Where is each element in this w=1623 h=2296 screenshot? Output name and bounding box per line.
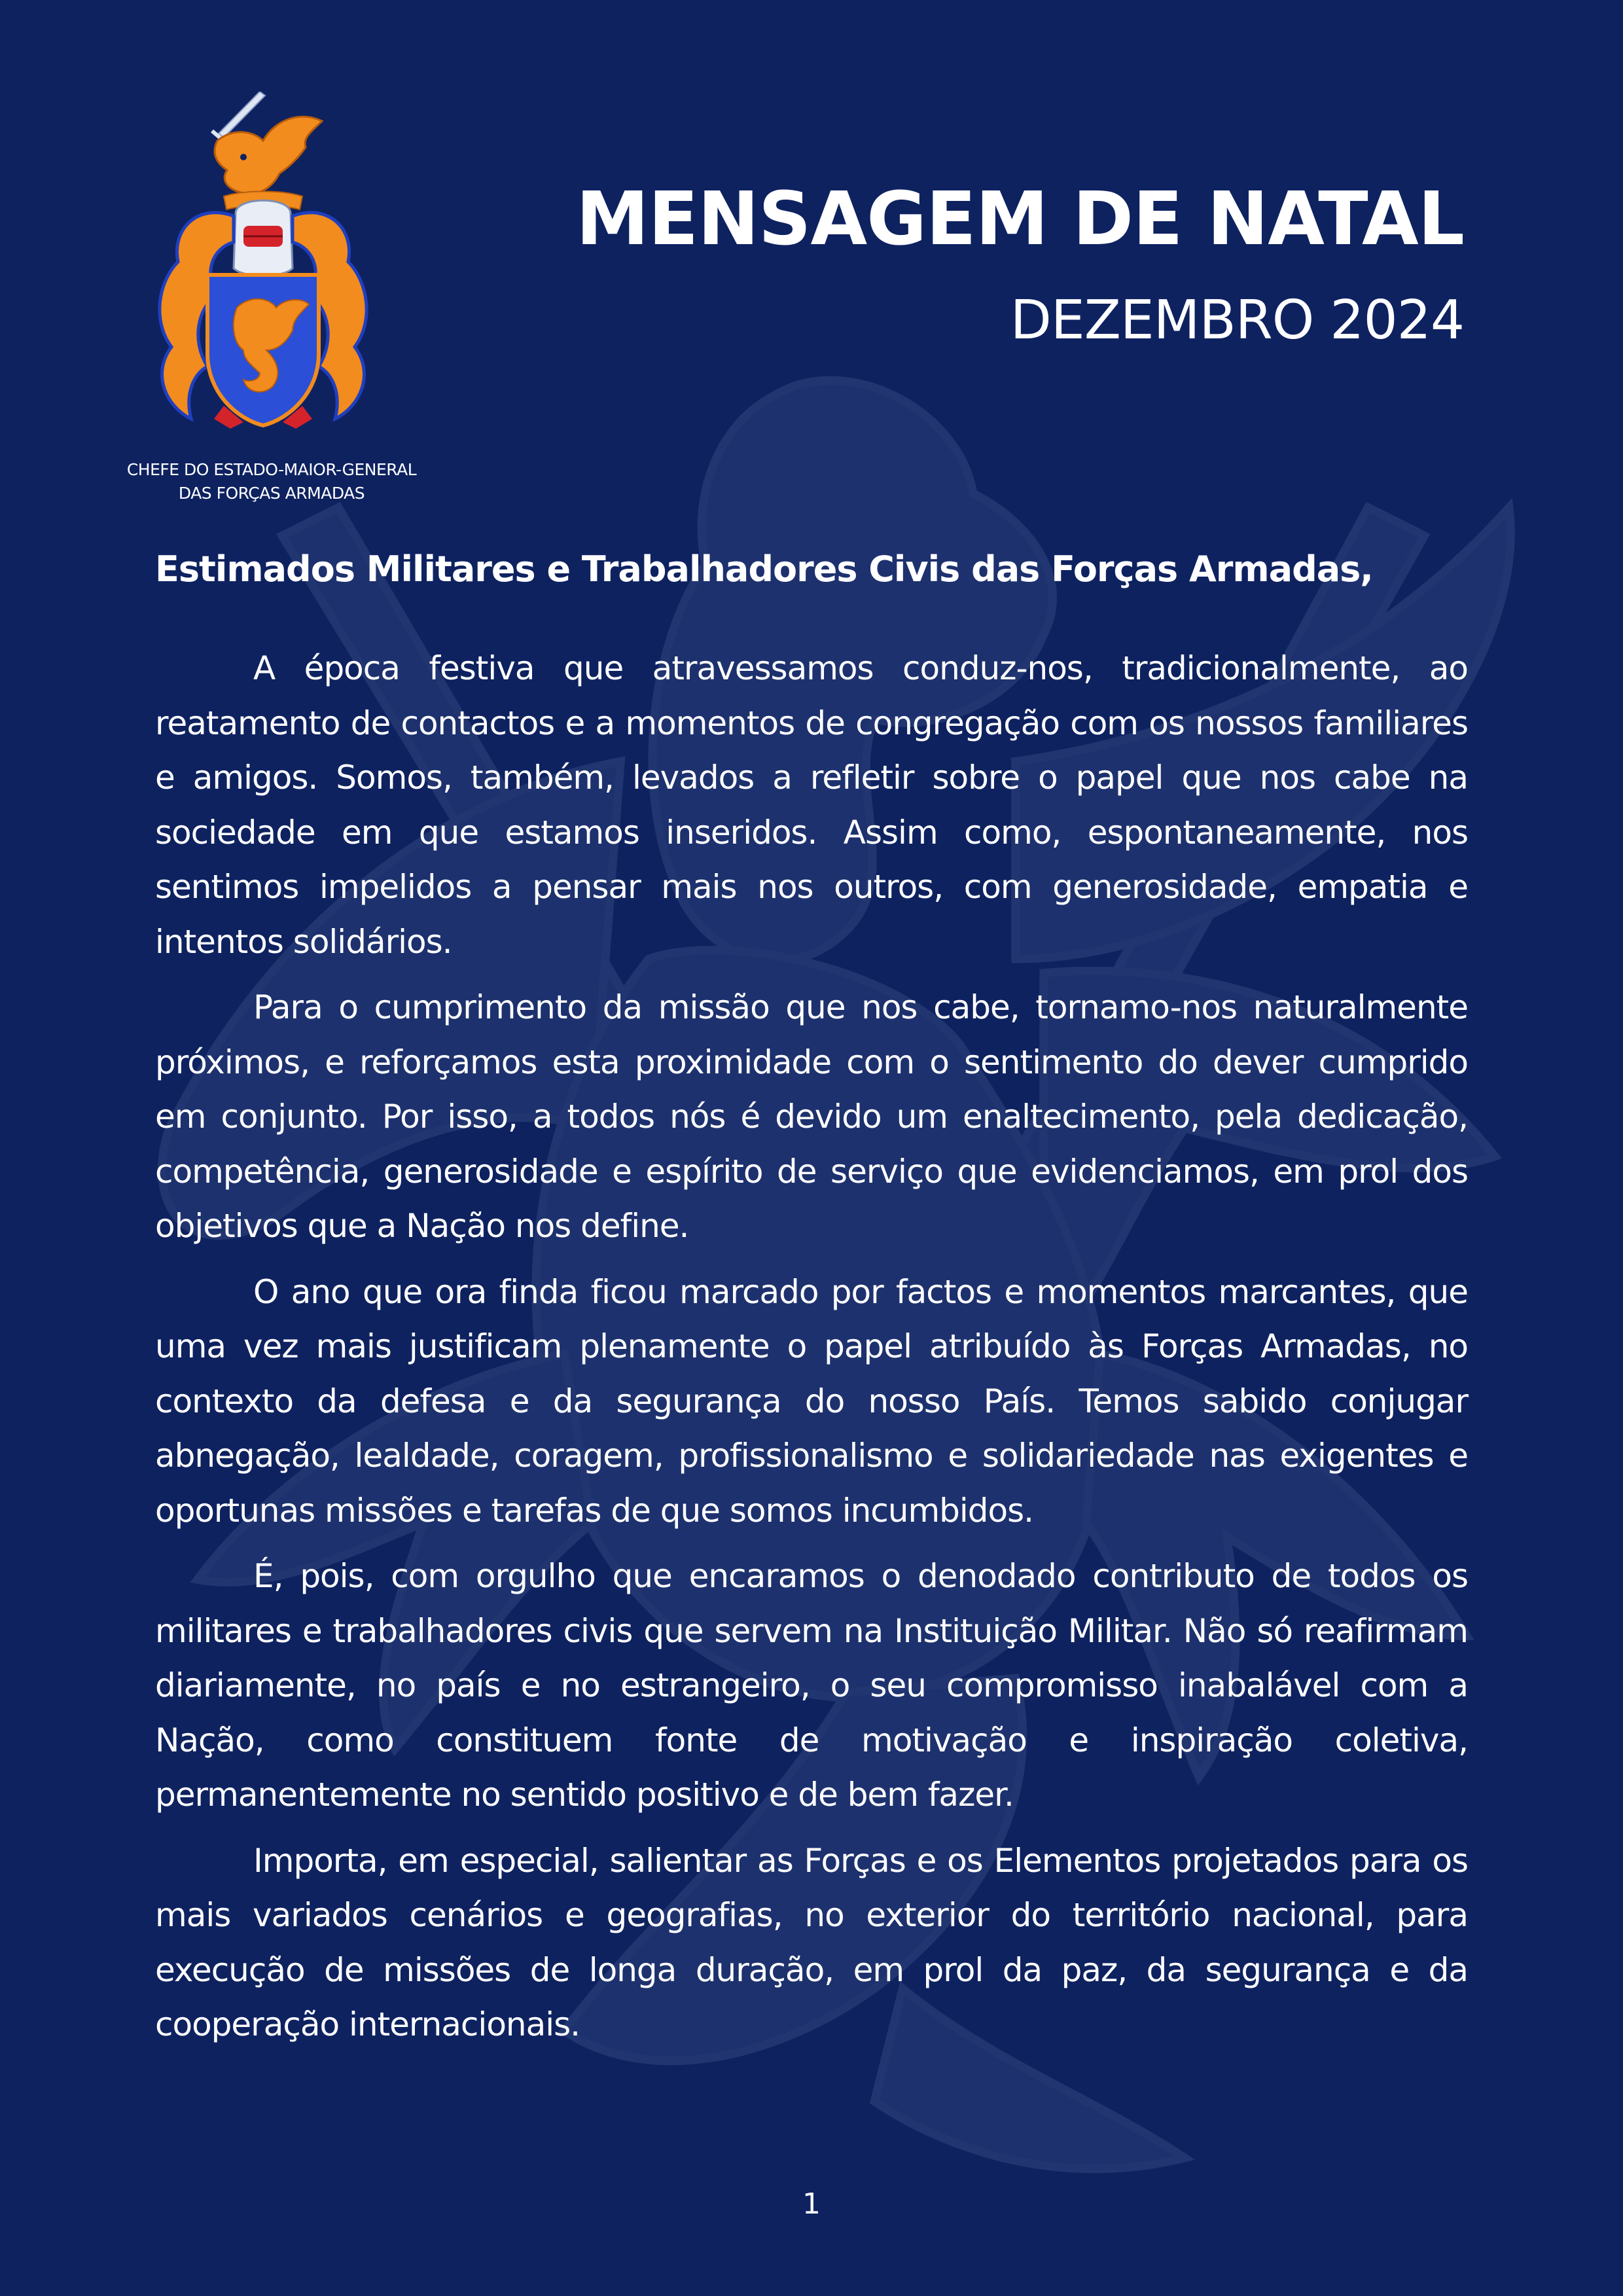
- emblem-caption: [98, 458, 445, 505]
- page-title: MENSAGEM DE NATAL: [576, 177, 1464, 262]
- emblem-caption-line-1: CHEFE DO ESTADO-MAIOR-GENERAL: [126, 460, 417, 479]
- paragraph-4: É, pois, com orgulho que encaramos o denodado contributo de todos os militares e trabalhadores civis que servem na Instituição Militar. Não só reafirmam diariamente, no país e no estrangeiro, o seu compromisso inabalável com a Nação, como constituem fonte de motivação e inspiração coletiva, permanentemente no sentido positivo e de bem fazer.: [155, 1557, 1468, 1814]
- paragraph-2: Para o cumprimento da missão que nos cabe, tornamo-nos naturalmente próximos, e reforçamos esta proximidade com o sentimento do dever cumprido em conjunto. Por isso, a todos nós é devido um enaltecimento, pela dedicação, competência, generosidade e espírito de serviço que evidenciamos, em prol dos objetivos que a Nação nos define.: [155, 988, 1468, 1245]
- paragraph-3: O ano que ora finda ficou marcado por factos e momentos marcantes, que uma vez mais justificam plenamente o papel atribuído às Forças Armadas, no contexto da defesa e da segurança do nosso País. Temos sabido conjugar abnegação, lealdade, coragem, profissionalismo e solidariedade nas exigentes e oportunas missões e tarefas de que somos incumbidos.: [155, 1272, 1468, 1530]
- paragraph-1: A época festiva que atravessamos conduz-nos, tradicionalmente, ao reatamento de contactos e a momentos de congregação com os nossos familiares e amigos. Somos, também, levados a refletir sobre o papel que nos cabe na sociedade em que estamos inseridos. Assim como, espontaneamente, nos sentimos impelidos a pensar mais nos outros, com generosidade, empatia e intentos solidários.: [155, 649, 1468, 961]
- letter-body: [155, 543, 1468, 2064]
- emblem-caption-line-2: DAS FORÇAS ARMADAS: [178, 484, 365, 503]
- paragraph-5: Importa, em especial, salientar as Forças e os Elementos projetados para os mais variados cenários e geografias, no exterior do território nacional, para execução de missões de longa duração, em prol da paz, da segurança e da cooperação internacionais.: [155, 1841, 1468, 2043]
- page-number: 1: [802, 2187, 821, 2221]
- coat-of-arms-icon: [145, 92, 394, 445]
- salutation: Estimados Militares e Trabalhadores Civis das Forças Armadas,: [155, 548, 1373, 590]
- page-subtitle: DEZEMBRO 2024: [1010, 289, 1464, 351]
